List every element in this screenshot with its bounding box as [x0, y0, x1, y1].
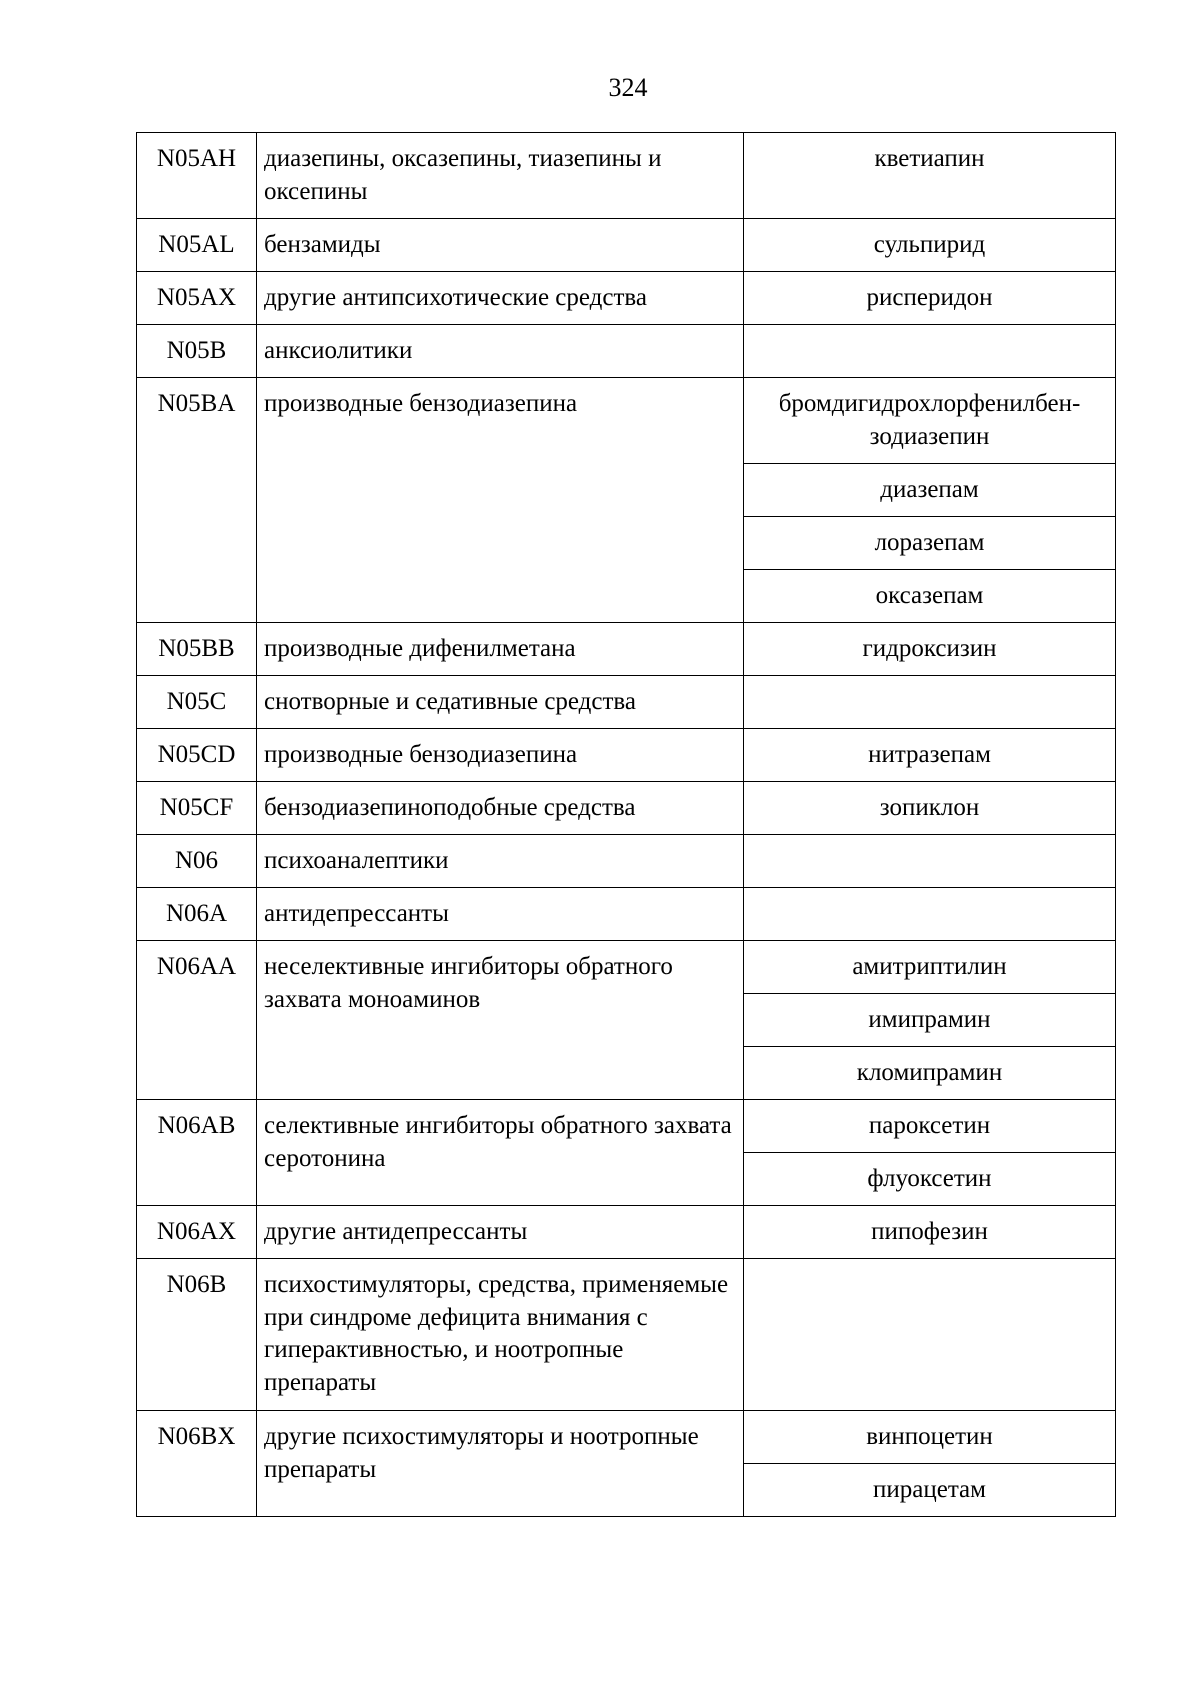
drug-name-cell: зопиклон: [744, 782, 1116, 835]
atc-group-name-cell: диазепины, оксазепины, тиазепины и оксепины: [257, 133, 744, 219]
atc-group-name-cell: психоаналептики: [257, 835, 744, 888]
atc-group-name-cell: бензамиды: [257, 219, 744, 272]
atc-group-name-cell: другие антидепрессанты: [257, 1206, 744, 1259]
drug-name-cell: пароксетин: [744, 1100, 1116, 1153]
atc-group-name-cell: антидепрессанты: [257, 888, 744, 941]
atc-code-cell: N05BA: [137, 378, 257, 623]
drug-name-cell: пирацетам: [744, 1464, 1116, 1517]
table-row: [137, 835, 1116, 888]
atc-group-name-cell: другие психостимуляторы и ноотропные препараты: [257, 1411, 744, 1517]
drug-name-cell: лоразепам: [744, 517, 1116, 570]
table-row: [137, 133, 1116, 219]
table-row: [137, 729, 1116, 782]
atc-code-cell: N06AB: [137, 1100, 257, 1206]
table-row: [137, 676, 1116, 729]
atc-group-name-cell: производные бензодиазепина: [257, 378, 744, 623]
drug-name-cell: пипофезин: [744, 1206, 1116, 1259]
drug-name-cell: кломипрамин: [744, 1047, 1116, 1100]
drug-name-cell: амитриптилин: [744, 941, 1116, 994]
table-row: [137, 782, 1116, 835]
atc-group-name-cell: другие антипсихотические средства: [257, 272, 744, 325]
table-row: [137, 888, 1116, 941]
table-row: [137, 1206, 1116, 1259]
table-row: [137, 219, 1116, 272]
drug-name-cell: нитразепам: [744, 729, 1116, 782]
atc-code-cell: N05CF: [137, 782, 257, 835]
atc-group-name-cell: снотворные и седативные средства: [257, 676, 744, 729]
page-number: [0, 68, 1200, 108]
atc-code-cell: N05AL: [137, 219, 257, 272]
table-row: [137, 1411, 1116, 1464]
atc-code-cell: N06BX: [137, 1411, 257, 1517]
atc-group-name-cell: анксиолитики: [257, 325, 744, 378]
atc-code-cell: N06A: [137, 888, 257, 941]
drug-name-cell: оксазепам: [744, 570, 1116, 623]
drug-name-cell: бромдигидрохлорфенилбен-зодиазепин: [744, 378, 1116, 464]
table-row: [137, 1100, 1116, 1153]
atc-table-body: [137, 133, 1116, 1517]
drug-name-cell: имипрамин: [744, 994, 1116, 1047]
atc-code-cell: N05BB: [137, 623, 257, 676]
atc-group-name-cell: неселективные ингибиторы обратного захвата моноаминов: [257, 941, 744, 1100]
atc-group-name-cell: производные бензодиазепина: [257, 729, 744, 782]
atc-code-cell: N05B: [137, 325, 257, 378]
atc-group-name-cell: психостимуляторы, средства, применяемые при синдроме дефицита внимания с гиперактивностью, и ноотропные препараты: [257, 1259, 744, 1411]
drug-empty-cell: [744, 1259, 1116, 1411]
atc-code-cell: N05AH: [137, 133, 257, 219]
atc-code-cell: N05CD: [137, 729, 257, 782]
atc-group-name-cell: производные дифенилметана: [257, 623, 744, 676]
drug-name-cell: диазепам: [744, 464, 1116, 517]
drug-name-cell: винпоцетин: [744, 1411, 1116, 1464]
table-row: [137, 272, 1116, 325]
table-row: [137, 941, 1116, 994]
drug-empty-cell: [744, 888, 1116, 941]
drug-name-cell: гидроксизин: [744, 623, 1116, 676]
drug-name-cell: сульпирид: [744, 219, 1116, 272]
drug-empty-cell: [744, 325, 1116, 378]
drug-name-cell: кветиапин: [744, 133, 1116, 219]
table-row: [137, 1259, 1116, 1411]
atc-code-cell: N06: [137, 835, 257, 888]
atc-code-cell: N06AA: [137, 941, 257, 1100]
table-row: [137, 623, 1116, 676]
page-number-text: 324: [608, 73, 648, 102]
table-row: [137, 378, 1116, 464]
drug-name-cell: рисперидон: [744, 272, 1116, 325]
atc-code-cell: N05C: [137, 676, 257, 729]
atc-group-name-cell: селективные ингибиторы обратного захвата серотонина: [257, 1100, 744, 1206]
atc-classification-table: [136, 132, 1116, 1517]
atc-group-name-cell: бензодиазепиноподобные средства: [257, 782, 744, 835]
atc-code-cell: N06AX: [137, 1206, 257, 1259]
drug-empty-cell: [744, 835, 1116, 888]
drug-empty-cell: [744, 676, 1116, 729]
table-row: [137, 325, 1116, 378]
atc-code-cell: N06B: [137, 1259, 257, 1411]
atc-code-cell: N05AX: [137, 272, 257, 325]
drug-name-cell: флуоксетин: [744, 1153, 1116, 1206]
